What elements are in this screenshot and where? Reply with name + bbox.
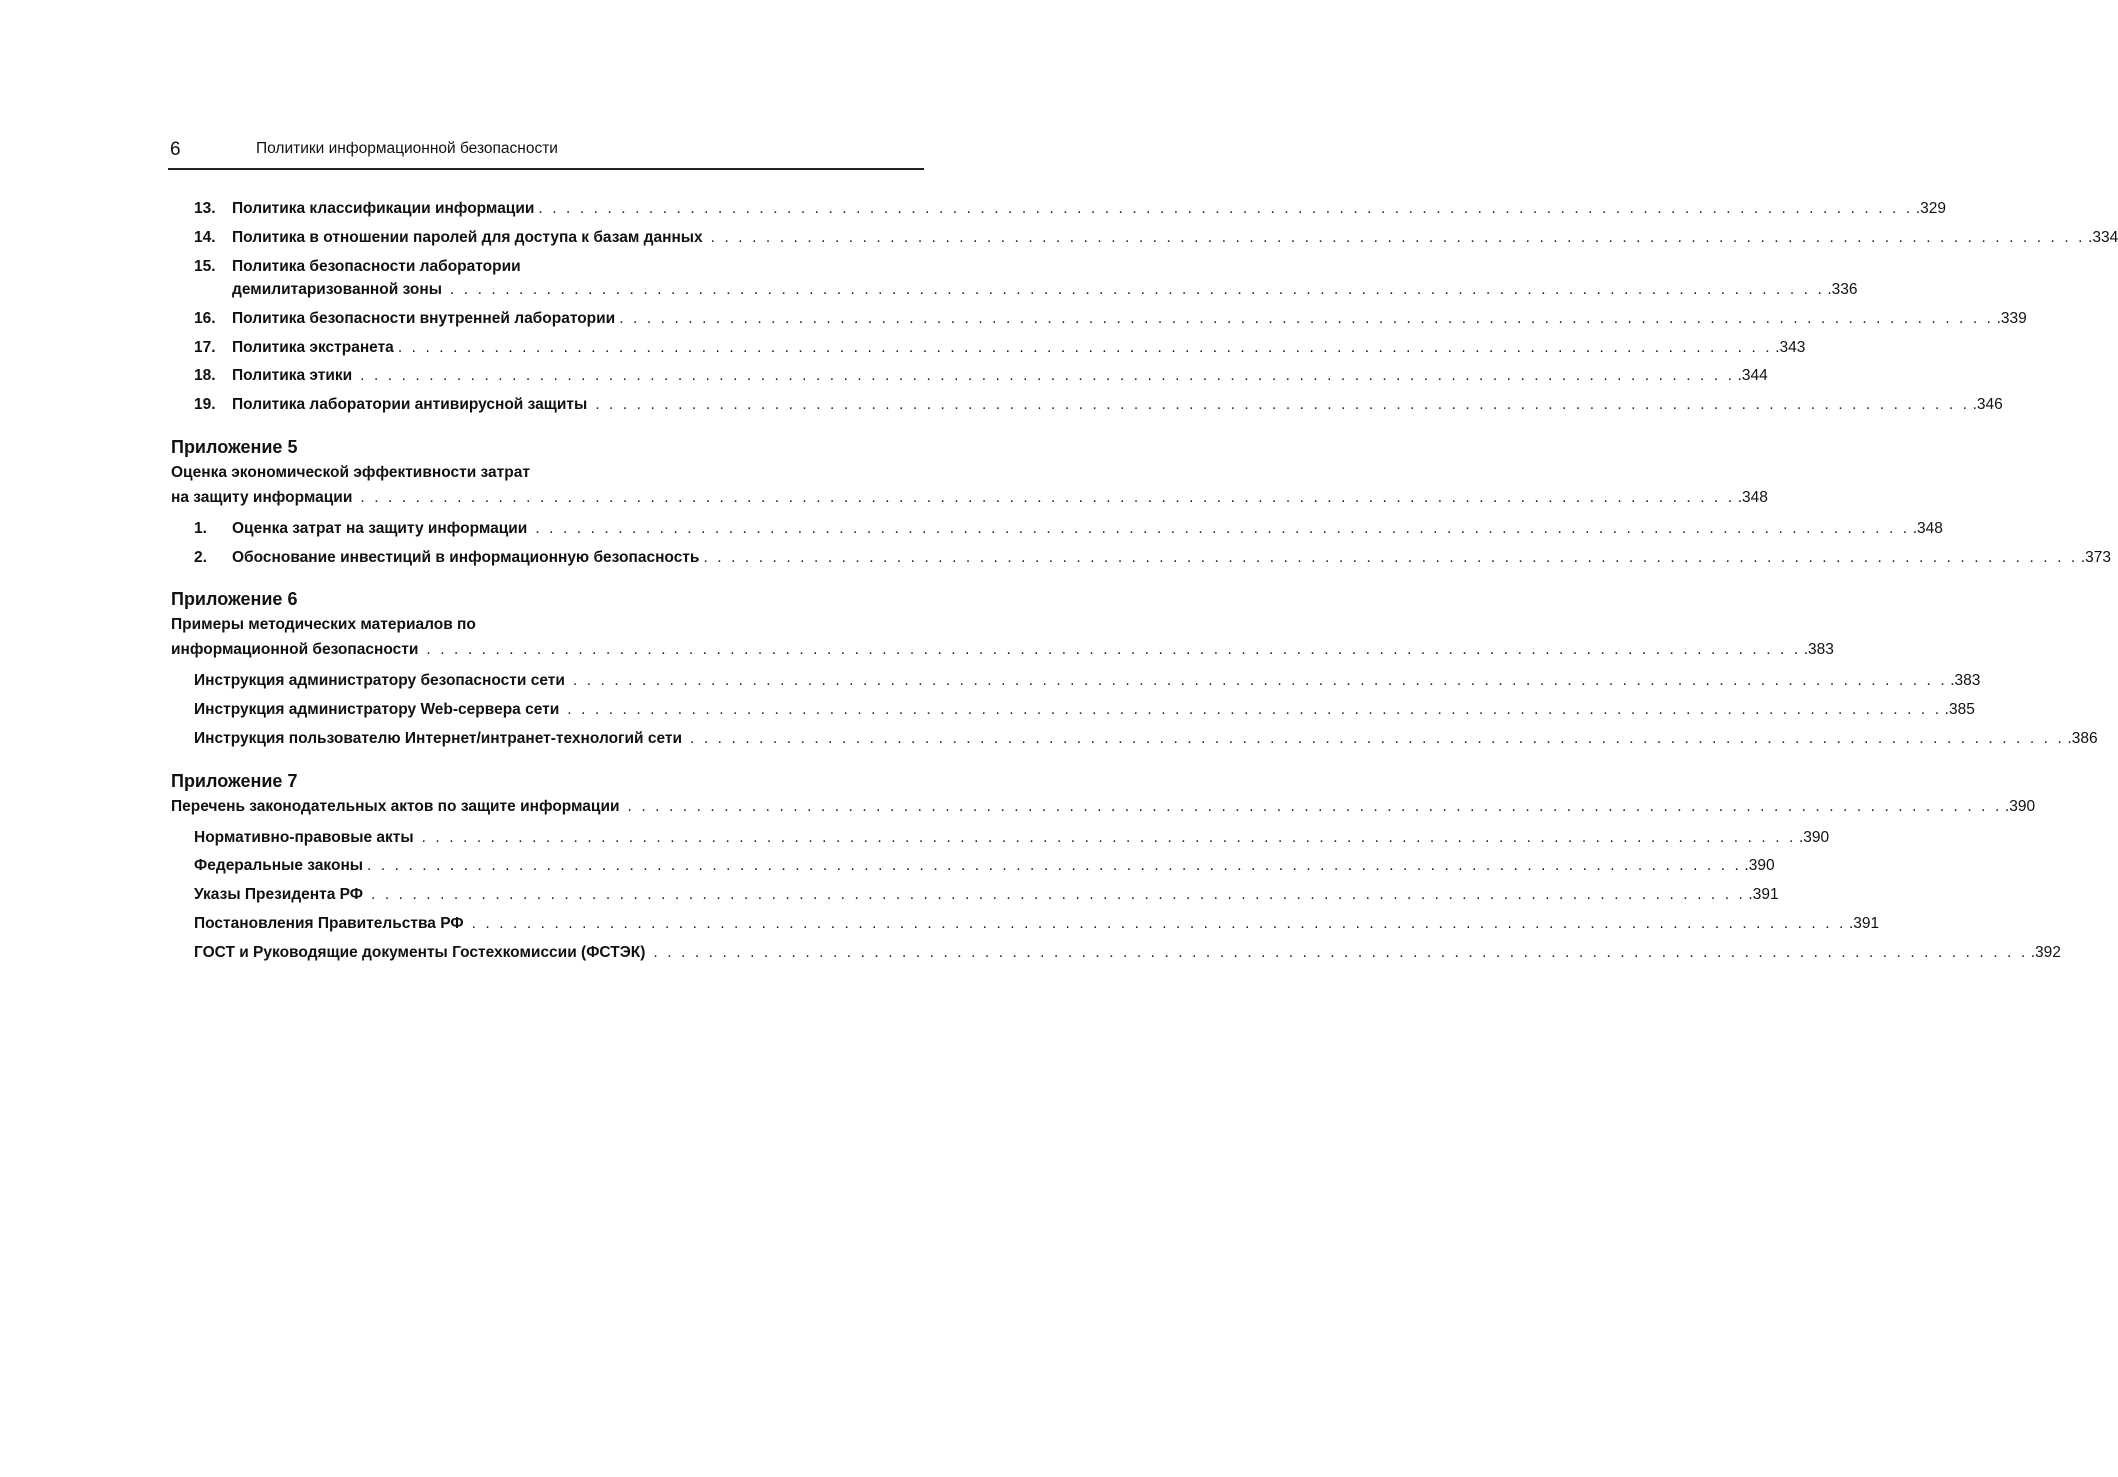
appendix-5-item-1[interactable] [0, 520, 1943, 544]
leader-dots: . . . . . . . . . . . . . . . . . . . . . . . . . . . . . . . . . . . . . . . . . . . . . . . . . . . . . . . . . . . . . . . . . . . . . . . . . . . . . . . . . . . . . . . . . . . . . . . . . . . . [367, 857, 1742, 874]
entry-page: .348 [1737, 489, 1768, 506]
entry-page: .339 [1996, 310, 2027, 327]
leader-dots: . . . . . . . . . . . . . . . . . . . . . . . . . . . . . . . . . . . . . . . . . . . . . . . . . . . . . . . . . . . . . . . . . . . . . . . . . . . . . . . . . . . . . . . . . . . . . . . . . . . . [567, 701, 1942, 718]
toc-entry-15[interactable] [0, 258, 1063, 282]
toc-entry-14[interactable] [0, 229, 2118, 253]
entry-number: 16. [194, 310, 216, 327]
toc-entry-15-cont[interactable] [0, 281, 1858, 305]
entry-title: Политика экстранета [232, 339, 394, 356]
entry-title: Оценка затрат на защиту информации [232, 520, 528, 537]
toc-entry-17[interactable] [0, 339, 1806, 363]
entry-page: .390 [2004, 798, 2036, 815]
appendix-7-heading: Приложение 7 [171, 771, 298, 791]
leader-dots: . . . . . . . . . . . . . . . . . . . . . . . . . . . . . . . . . . . . . . . . . . . . . . . . . . . . . . . . . . . . . . . . . . . . . . . . . . . . . . . . . . . . . . . . . . . . . . . . . . . . [471, 915, 1846, 932]
appendix-6-item-1[interactable] [0, 672, 1981, 696]
entry-title: Политика лаборатории антивирусной защиты [232, 396, 588, 413]
entry-page: .334 [2088, 229, 2118, 246]
entry-page: .348 [1912, 520, 1943, 537]
entry-title: Нормативно-правовые акты [194, 829, 414, 846]
appendix-6-entry[interactable] [0, 641, 1834, 665]
entry-page: .346 [1972, 396, 2003, 413]
entry-title: информационной безопасности [171, 641, 419, 658]
entry-number: 1. [194, 520, 207, 537]
entry-page: .343 [1775, 339, 1806, 356]
leader-dots: . . . . . . . . . . . . . . . . . . . . . . . . . . . . . . . . . . . . . . . . . . . . . . . . . . . . . . . . . . . . . . . . . . . . . . . . . . . . . . . . . . . . . . . . . . . . . . . . . . . . [595, 396, 1970, 413]
appendix-5-entry[interactable] [0, 489, 1768, 513]
leader-dots: . . . . . . . . . . . . . . . . . . . . . . . . . . . . . . . . . . . . . . . . . . . . . . . . . . . . . . . . . . . . . . . . . . . . . . . . . . . . . . . . . . . . . . . . . . . . . . . . . . . . [449, 281, 1825, 298]
entry-page: .329 [1915, 200, 1946, 217]
entry-title: демилитаризованной зоны [232, 281, 442, 298]
appendix-5-title-line1: Оценка экономической эффективности затрат [171, 464, 530, 481]
entry-page: .386 [2067, 730, 2098, 747]
entry-title: Перечень законодательных актов по защите информации [171, 798, 620, 815]
entry-title: Политика классификации информации [232, 200, 535, 217]
appendix-6-item-2[interactable] [0, 701, 1975, 725]
appendix-7-item-2[interactable] [0, 857, 1775, 881]
entry-page: .385 [1944, 701, 1975, 718]
appendix-7-item-5[interactable] [0, 944, 2061, 968]
leader-dots: . . . . . . . . . . . . . . . . . . . . . . . . . . . . . . . . . . . . . . . . . . . . . . . . . . . . . . . . . . . . . . . . . . . . . . . . . . . . . . . . . . . . . . . . . . . . . . . . . . . . [371, 886, 1746, 903]
entry-title: Политика в отношении паролей для доступа к базам данных [232, 229, 703, 246]
toc-entry-19[interactable] [0, 396, 2003, 420]
entry-page: .383 [1950, 672, 1981, 689]
leader-dots: . . . . . . . . . . . . . . . . . . . . . . . . . . . . . . . . . . . . . . . . . . . . . . . . . . . . . . . . . . . . . . . . . . . . . . . . . . . . . . . . . . . . . . . . . . . . . . . . . . . . [710, 229, 2086, 246]
page-header [168, 136, 924, 170]
entry-title: Инструкция пользователю Интернет/интранет-технологий сети [194, 730, 683, 747]
toc-entry-13[interactable] [0, 200, 1946, 224]
appendix-5-item-2[interactable] [0, 549, 2111, 573]
entry-number: 19. [194, 396, 216, 413]
leader-dots: . . . . . . . . . . . . . . . . . . . . . . . . . . . . . . . . . . . . . . . . . . . . . . . . . . . . . . . . . . . . . . . . . . . . . . . . . . . . . . . . . . . . . . . . . . . . . . . . . . . . [535, 520, 1910, 537]
entry-page: .392 [2030, 944, 2061, 961]
entry-title: Политика безопасности внутренней лаборатории [232, 310, 616, 327]
entry-number: 17. [194, 339, 216, 356]
leader-dots: . . . . . . . . . . . . . . . . . . . . . . . . . . . . . . . . . . . . . . . . . . . . . . . . . . . . . . . . . . . . . . . . . . . . . . . . . . . . . . . . . . . . . . . . . . . . . . . . . . . . [360, 489, 1735, 506]
entry-page: .391 [1848, 915, 1880, 932]
appendix-6-heading: Приложение 6 [171, 589, 298, 609]
entry-number: 2. [194, 549, 207, 566]
appendix-7-item-4[interactable] [0, 915, 1880, 939]
entry-page: .391 [1748, 886, 1779, 903]
entry-page: .344 [1737, 367, 1768, 384]
entry-title: Обоснование инвестиций в информационную безопасность [232, 549, 700, 566]
entry-page: .336 [1827, 281, 1858, 298]
leader-dots: . . . . . . . . . . . . . . . . . . . . . . . . . . . . . . . . . . . . . . . . . . . . . . . . . . . . . . . . . . . . . . . . . . . . . . . . . . . . . . . . . . . . . . . . . . . . . . . . . . . . [572, 672, 1948, 689]
entry-number: 18. [194, 367, 216, 384]
entry-number: 15. [194, 258, 216, 275]
entry-title: на защиту информации [171, 489, 353, 506]
leader-dots: . . . . . . . . . . . . . . . . . . . . . . . . . . . . . . . . . . . . . . . . . . . . . . . . . . . . . . . . . . . . . . . . . . . . . . . . . . . . . . . . . . . . . . . . . . . . . . . . . . . . [619, 310, 1994, 327]
entry-number: 14. [194, 229, 216, 246]
leader-dots: . . . . . . . . . . . . . . . . . . . . . . . . . . . . . . . . . . . . . . . . . . . . . . . . . . . . . . . . . . . . . . . . . . . . . . . . . . . . . . . . . . . . . . . . . . . . . . . . . . . . [426, 641, 1801, 658]
appendix-7-entry[interactable] [0, 798, 2036, 822]
entry-title: Политика этики [232, 367, 353, 384]
entry-title: Инструкция администратору Web-сервера сети [194, 701, 560, 718]
leader-dots: . . . . . . . . . . . . . . . . . . . . . . . . . . . . . . . . . . . . . . . . . . . . . . . . . . . . . . . . . . . . . . . . . . . . . . . . . . . . . . . . . . . . . . . . . . . . . . . . . . . . [360, 367, 1735, 384]
entry-title: Постановления Правительства РФ [194, 915, 464, 932]
leader-dots: . . . . . . . . . . . . . . . . . . . . . . . . . . . . . . . . . . . . . . . . . . . . . . . . . . . . . . . . . . . . . . . . . . . . . . . . . . . . . . . . . . . . . . . . . . . . . . . . . . . . [690, 730, 2065, 747]
entry-number: 13. [194, 200, 216, 217]
entry-page: .373 [2080, 549, 2111, 566]
running-title: Политики информационной безопасности [256, 140, 558, 157]
leader-dots: . . . . . . . . . . . . . . . . . . . . . . . . . . . . . . . . . . . . . . . . . . . . . . . . . . . . . . . . . . . . . . . . . . . . . . . . . . . . . . . . . . . . . . . . . . . . . . . . . . . . [421, 829, 1796, 846]
appendix-6-title-line1: Примеры методических материалов по [171, 616, 476, 633]
appendix-7-item-3[interactable] [0, 886, 1779, 910]
entry-title: ГОСТ и Руководящие документы Гостехкомиссии (ФСТЭК) [194, 944, 646, 961]
appendix-5-heading: Приложение 5 [171, 437, 298, 457]
toc-entry-18[interactable] [0, 367, 1768, 391]
entry-title: Федеральные законы [194, 857, 364, 874]
entry-page: .390 [1798, 829, 1830, 846]
leader-dots: . . . . . . . . . . . . . . . . . . . . . . . . . . . . . . . . . . . . . . . . . . . . . . . . . . . . . . . . . . . . . . . . . . . . . . . . . . . . . . . . . . . . . . . . . . . . . . . . . . . . [703, 549, 2078, 566]
entry-title: Указы Президента РФ [194, 886, 364, 903]
toc-entry-16[interactable] [0, 310, 2027, 334]
leader-dots: . . . . . . . . . . . . . . . . . . . . . . . . . . . . . . . . . . . . . . . . . . . . . . . . . . . . . . . . . . . . . . . . . . . . . . . . . . . . . . . . . . . . . . . . . . . . . . . . . . . . [397, 339, 1773, 356]
leader-dots: . . . . . . . . . . . . . . . . . . . . . . . . . . . . . . . . . . . . . . . . . . . . . . . . . . . . . . . . . . . . . . . . . . . . . . . . . . . . . . . . . . . . . . . . . . . . . . . . . . . . [653, 944, 2028, 961]
leader-dots: . . . . . . . . . . . . . . . . . . . . . . . . . . . . . . . . . . . . . . . . . . . . . . . . . . . . . . . . . . . . . . . . . . . . . . . . . . . . . . . . . . . . . . . . . . . . . . . . . . . . [627, 798, 2002, 815]
entry-page: .390 [1744, 857, 1775, 874]
appendix-6-item-3[interactable] [0, 730, 2098, 754]
appendix-7-item-1[interactable] [0, 829, 1830, 853]
page-number: 6 [170, 139, 181, 160]
entry-page: .383 [1803, 641, 1834, 658]
entry-title-line1: Политика безопасности лаборатории [232, 258, 521, 275]
leader-dots: . . . . . . . . . . . . . . . . . . . . . . . . . . . . . . . . . . . . . . . . . . . . . . . . . . . . . . . . . . . . . . . . . . . . . . . . . . . . . . . . . . . . . . . . . . . . . . . . . . . . [538, 200, 1913, 217]
entry-title: Инструкция администратору безопасности сети [194, 672, 565, 689]
